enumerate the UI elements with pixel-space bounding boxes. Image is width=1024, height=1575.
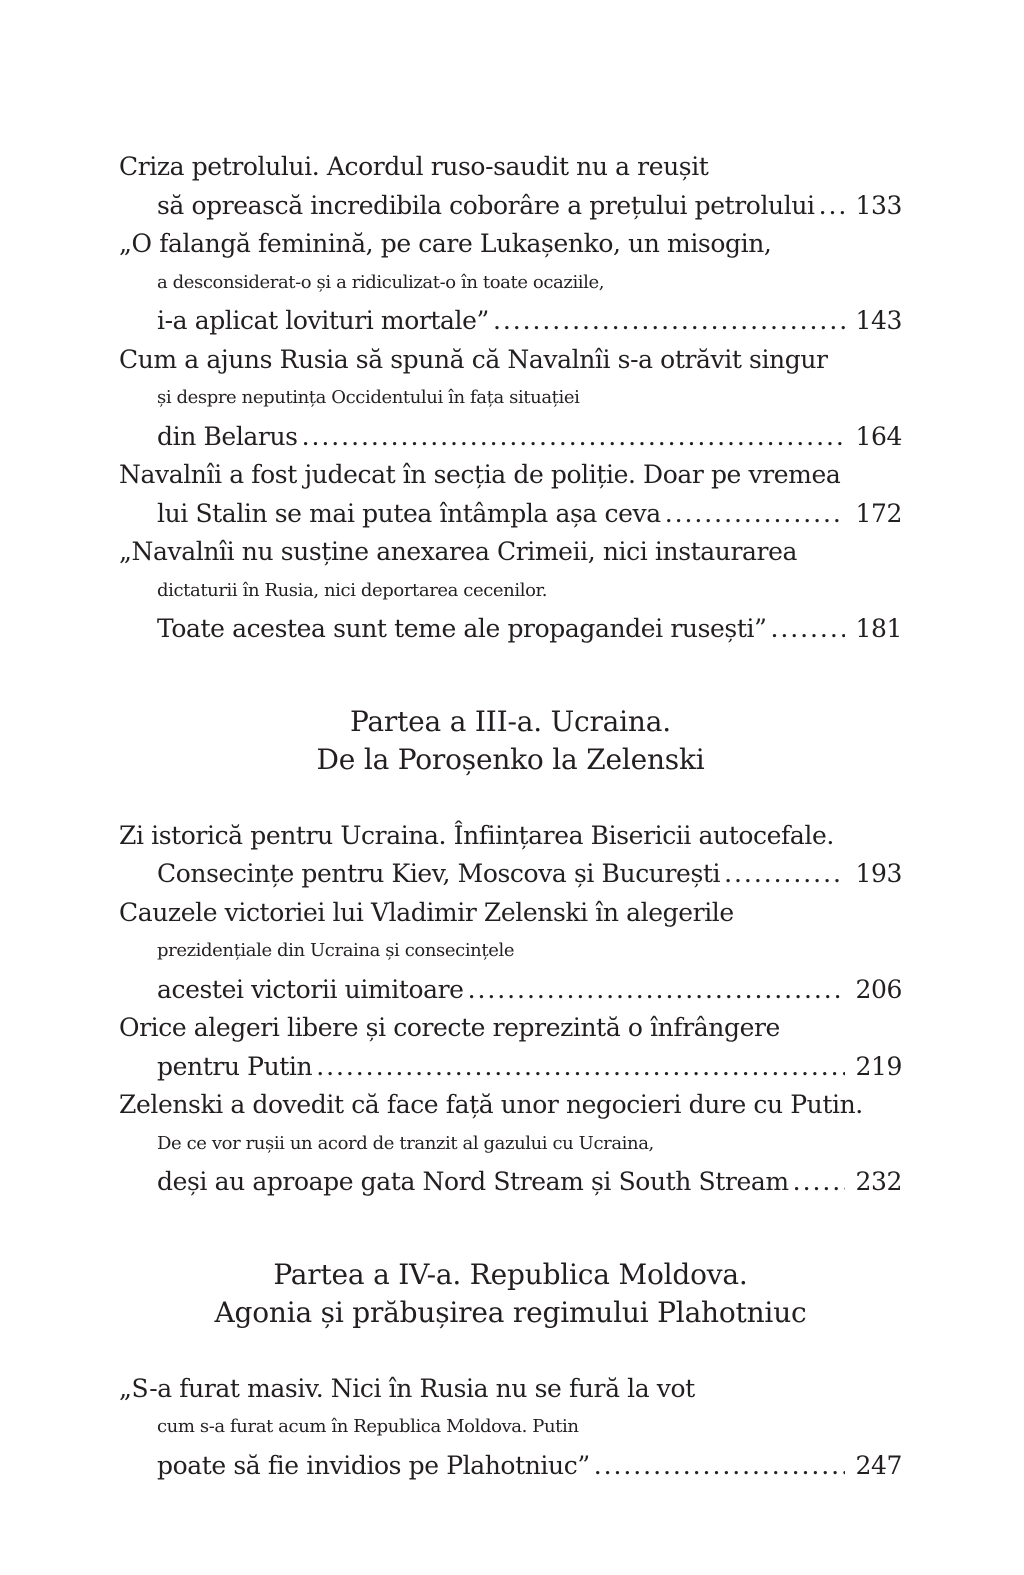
toc-entry xyxy=(119,1370,902,1486)
page-number: 181 xyxy=(855,614,902,643)
page-number: 164 xyxy=(855,421,902,451)
toc-entry xyxy=(119,1009,902,1086)
page-number: 133 xyxy=(855,190,902,220)
page-number: 143 xyxy=(855,306,902,335)
toc-entry xyxy=(119,533,902,649)
toc-group-part-2 xyxy=(119,148,902,649)
leader-dots xyxy=(594,1447,846,1486)
leader-dots xyxy=(302,418,846,457)
toc-entry-line: deși au aproape gata Nord Stream și South Stream xyxy=(157,1167,789,1196)
toc-entry-line: poate să fie invidios pe Plahotniuc” xyxy=(157,1450,590,1480)
toc-entry xyxy=(119,817,902,894)
toc-entry xyxy=(119,1086,902,1202)
toc-entry-line: lui Stalin se mai putea întâmpla așa ceva xyxy=(157,498,661,528)
toc-entry-line: dictaturii în Rusia, nici deportarea cecenilor. xyxy=(157,579,548,601)
toc-entry xyxy=(119,456,902,533)
section-title-line: Partea a III-a. Ucraina. xyxy=(350,704,671,738)
toc-entry-line: Consecințe pentru Kiev, Moscova și București xyxy=(157,859,721,888)
toc-entry-line: și despre neputința Occidentului în fața situației xyxy=(157,387,580,408)
section-title-line: De la Poroșenko la Zelenski xyxy=(316,742,705,776)
toc-entry-line: Cum a ajuns Rusia să spună că Navalnîi s-a otrăvit singur xyxy=(119,344,828,374)
leader-dots xyxy=(724,855,845,894)
toc-entry-line: i-a aplicat lovituri mortale” xyxy=(157,306,489,335)
page-number: 219 xyxy=(855,1051,902,1081)
page-number: 172 xyxy=(855,498,902,528)
toc-entry-line: pentru Putin xyxy=(157,1051,313,1081)
toc-entry-line: cum s-a furat acum în Republica Moldova. Putin xyxy=(157,1416,579,1437)
toc-entry-line: acestei victorii uimitoare xyxy=(157,974,464,1004)
leader-dots xyxy=(316,1048,845,1087)
toc-entry-line: Navalnîi a fost judecat în secția de poliție. Doar pe vremea xyxy=(119,460,841,489)
leader-dots xyxy=(770,610,845,649)
toc-entry-line: Zelenski a dovedit că face față unor negocieri dure cu Putin. xyxy=(119,1090,863,1119)
leader-dots xyxy=(468,971,846,1010)
toc-entry-line: „S-a furat masiv. Nici în Rusia nu se fură la vot xyxy=(119,1373,695,1403)
toc-entry-line: „Navalnîi nu susține anexarea Crimeii, nici instaurarea xyxy=(119,537,797,566)
toc-group-part-3 xyxy=(119,817,902,1202)
leader-dots xyxy=(793,1163,846,1202)
toc-entry xyxy=(119,225,902,341)
section-title-part-4 xyxy=(119,1256,902,1332)
page-number: 206 xyxy=(855,974,902,1004)
toc-entry-line: Zi istorică pentru Ucraina. Înființarea Bisericii autocefale. xyxy=(119,820,834,850)
toc-entry-line: din Belarus xyxy=(157,421,298,451)
toc-entry-line: Orice alegeri libere și corecte reprezintă o înfrângere xyxy=(119,1013,780,1042)
page-number: 232 xyxy=(855,1167,902,1196)
toc-entry-line: a desconsiderat-o și a ridiculizat-o în toate ocaziile, xyxy=(157,271,605,293)
toc-entry-line: Criza petrolului. Acordul ruso-saudit nu a reușit xyxy=(119,152,709,181)
toc-entry xyxy=(119,341,902,457)
page-number: 193 xyxy=(855,859,902,888)
toc-entry xyxy=(119,148,902,225)
page-number: 247 xyxy=(855,1450,902,1480)
toc-entry-line: De ce vor rușii un acord de tranzit al gazului cu Ucraina, xyxy=(157,1132,654,1154)
toc-entry xyxy=(119,894,902,1010)
toc-entry-line: „O falangă feminină, pe care Lukașenko, un misogin, xyxy=(119,229,772,258)
toc-page xyxy=(119,148,902,1485)
leader-dots xyxy=(665,495,846,534)
section-title-line: Agonia și prăbușirea regimului Plahotniuc xyxy=(214,1295,807,1329)
leader-dots xyxy=(493,302,846,341)
section-title-line: Partea a IV-a. Republica Moldova. xyxy=(273,1257,748,1291)
section-title-part-3 xyxy=(119,703,902,779)
leader-dots xyxy=(819,187,846,226)
toc-entry-line: prezidențiale din Ucraina și consecințele xyxy=(157,940,515,961)
toc-group-part-4 xyxy=(119,1370,902,1486)
toc-entry-line: Toate acestea sunt teme ale propagandei rusești” xyxy=(157,614,767,643)
toc-entry-line: Cauzele victoriei lui Vladimir Zelenski în alegerile xyxy=(119,897,734,927)
toc-entry-line: să oprească incredibila coborâre a prețului petrolului xyxy=(157,190,815,220)
